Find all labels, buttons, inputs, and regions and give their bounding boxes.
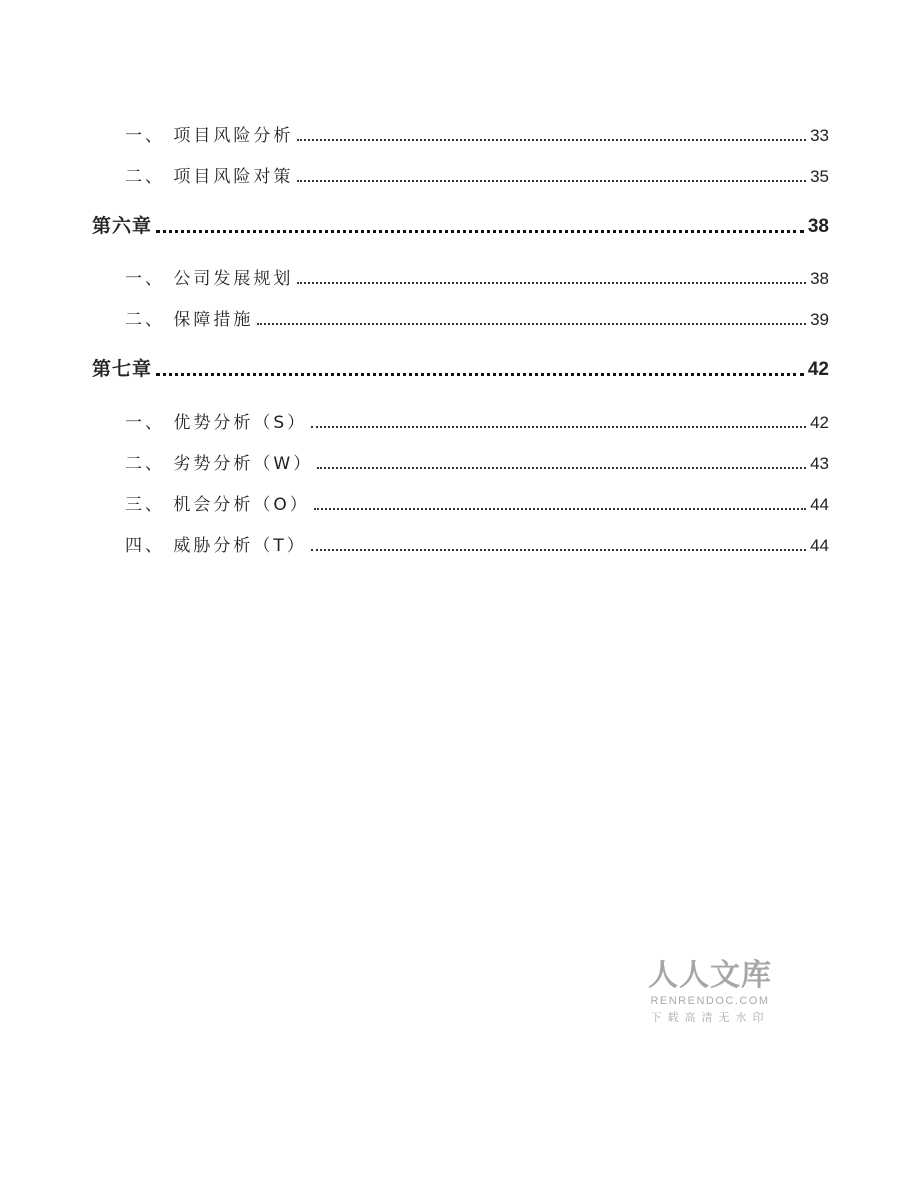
toc-leader-dots xyxy=(317,467,806,469)
toc-entry-page: 44 xyxy=(810,536,829,555)
toc-entry-threats-analysis[interactable] xyxy=(125,534,829,556)
toc-entry-company-development-plan[interactable] xyxy=(125,267,829,289)
toc-entry-project-risk-countermeasures[interactable] xyxy=(125,165,829,187)
toc-leader-dots xyxy=(257,323,806,325)
toc-entry-safeguard-measures[interactable] xyxy=(125,308,829,330)
watermark-logo xyxy=(640,958,780,1026)
toc-entry-label: 一、 优势分析（S） xyxy=(125,413,308,433)
toc-entry-page: 35 xyxy=(810,167,829,186)
toc-entry-label: 二、 项目风险对策 xyxy=(125,167,294,187)
toc-entry-page: 42 xyxy=(810,413,829,432)
watermark-domain: RENRENDOC.COM xyxy=(650,995,770,1007)
toc-entry-opportunities-analysis[interactable] xyxy=(125,493,829,515)
toc-entry-label: 三、 机会分析（O） xyxy=(125,495,310,515)
toc-chapter-page: 42 xyxy=(807,359,829,380)
toc-entry-page: 38 xyxy=(810,269,829,288)
toc-chapter-label: 第七章 xyxy=(92,358,153,380)
toc-leader-dots xyxy=(311,549,806,551)
toc-leader-dots xyxy=(314,508,806,510)
toc-leader-dots xyxy=(297,139,806,141)
toc-entry-page: 43 xyxy=(810,454,829,473)
toc-leader-dots xyxy=(297,180,806,182)
toc-entry-label: 二、 劣势分析（W） xyxy=(125,454,314,474)
toc-leader-dots xyxy=(156,373,804,376)
toc-entry-label: 一、 项目风险分析 xyxy=(125,126,294,146)
toc-entry-strengths-analysis[interactable] xyxy=(125,411,829,433)
toc-entry-page: 44 xyxy=(810,495,829,514)
toc-leader-dots xyxy=(156,230,804,233)
toc-entry-label: 一、 公司发展规划 xyxy=(125,269,294,289)
toc-entry-page: 39 xyxy=(810,310,829,329)
toc-leader-dots xyxy=(311,426,806,428)
toc-entry-weaknesses-analysis[interactable] xyxy=(125,452,829,474)
toc-entry-label: 四、 威胁分析（T） xyxy=(125,536,307,556)
toc-chapter-6[interactable] xyxy=(92,214,829,238)
watermark-title: 人人文库 xyxy=(648,958,772,993)
toc-entry-label: 二、 保障措施 xyxy=(125,310,254,330)
toc-chapter-page: 38 xyxy=(807,216,829,237)
toc-leader-dots xyxy=(297,282,806,284)
toc-entry-page: 33 xyxy=(810,126,829,145)
toc-entry-project-risk-analysis[interactable] xyxy=(125,124,829,146)
toc-chapter-label: 第六章 xyxy=(92,215,153,237)
watermark-subtitle: 下载高清无水印 xyxy=(650,1011,770,1024)
toc-chapter-7[interactable] xyxy=(92,357,829,381)
